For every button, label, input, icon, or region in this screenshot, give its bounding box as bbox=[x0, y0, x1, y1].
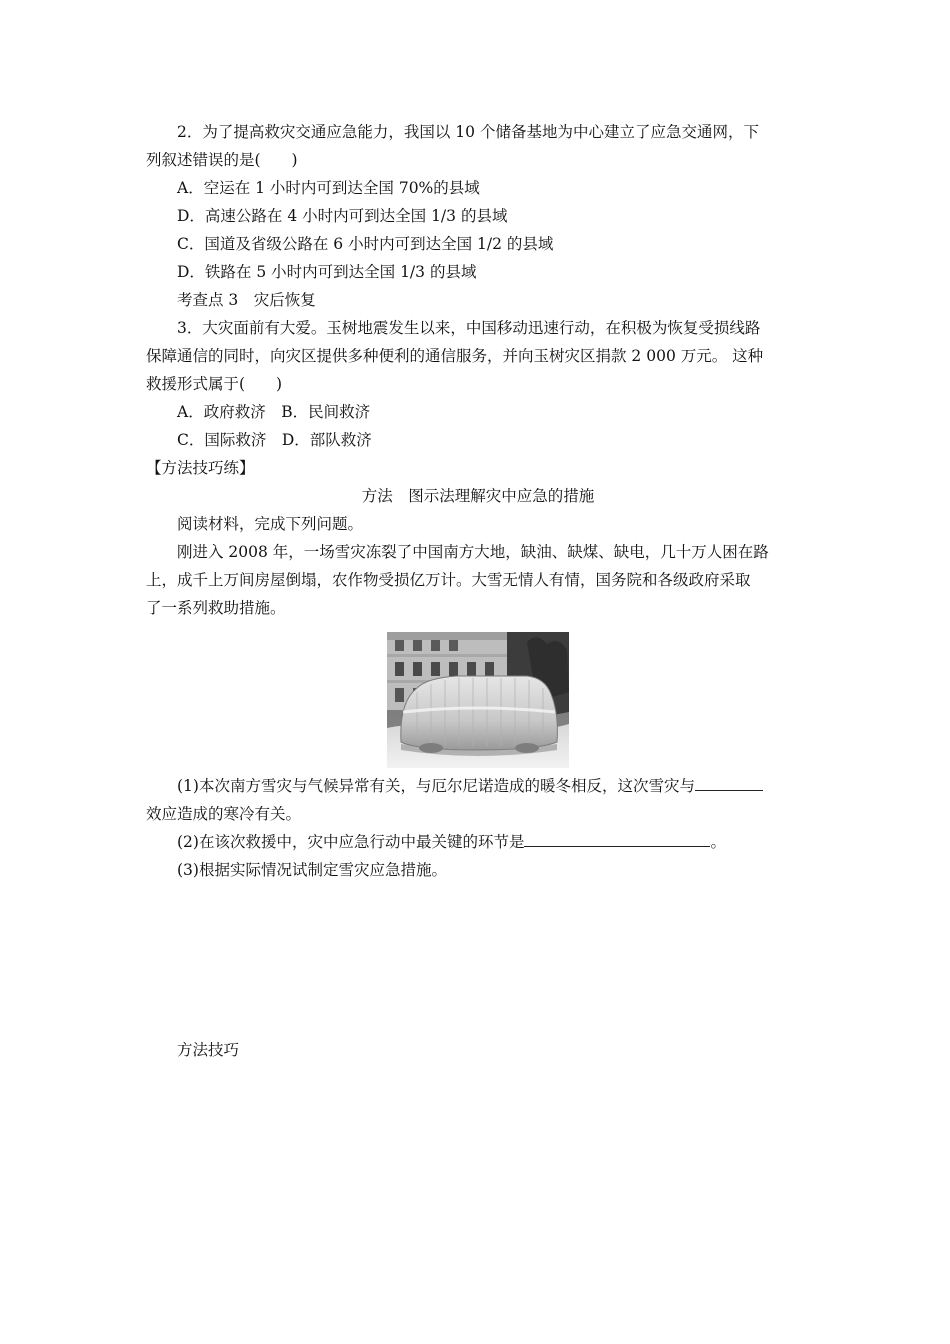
q3-options-row2: C．国际救济 D．部队救济 bbox=[177, 431, 372, 449]
frozen-car-photo bbox=[387, 632, 569, 768]
subq2-text-part1: (2)在该次救援中，灾中应急行动中最关键的环节是 bbox=[177, 833, 525, 851]
q2-option-d: D．铁路在 5 小时内可到达全国 1/3 的县域 bbox=[177, 263, 477, 281]
reading-intro: 阅读材料，完成下列问题。 bbox=[177, 515, 364, 533]
q2-stem-line1: 2．为了提高救灾交通应急能力，我国以 10 个储备基地为中心建立了应急交通网，下 bbox=[177, 123, 759, 141]
method-title: 方法 图示法理解灾中应急的措施 bbox=[361, 487, 595, 505]
reading-para-line1: 刚进入 2008 年，一场雪灾冻裂了中国南方大地，缺油、缺煤、缺电，几十万人困在路 bbox=[177, 543, 769, 561]
section-header: 【方法技巧练】 bbox=[146, 459, 255, 477]
q3-stem-line3: 救援形式属于( ) bbox=[146, 375, 283, 393]
subq1-answer-blank[interactable] bbox=[695, 772, 763, 791]
subq1-text-part1: (1)本次南方雪灾与气候异常有关，与厄尔尼诺造成的暖冬相反，这次雪灾与 bbox=[177, 777, 695, 795]
subq2-text-part2: 。 bbox=[710, 833, 726, 851]
q2-option-b: D．高速公路在 4 小时内可到达全国 1/3 的县域 bbox=[177, 207, 508, 225]
subq1-line1 bbox=[146, 772, 810, 800]
section-kaochadian-3: 考查点 3 灾后恢复 bbox=[177, 291, 316, 309]
q3-stem-line1: 3．大灾面前有大爱。玉树地震发生以来，中国移动迅速行动，在积极为恢复受损线路 bbox=[177, 319, 761, 337]
subq3-text: (3)根据实际情况试制定雪灾应急措施。 bbox=[177, 861, 447, 879]
answer-space bbox=[146, 884, 810, 1036]
q2-option-a: A．空运在 1 小时内可到达全国 70%的县域 bbox=[177, 179, 480, 197]
q2-option-c: C．国道及省级公路在 6 小时内可到达全国 1/2 的县域 bbox=[177, 235, 554, 253]
reading-para-line2: 上，成千上万间房屋倒塌，农作物受损亿万计。大雪无情人有情，国务院和各级政府采取 bbox=[146, 571, 751, 589]
q3-options-row1: A．政府救济 B．民间救济 bbox=[177, 403, 371, 421]
document-content bbox=[146, 118, 810, 1064]
reading-para-line3: 了一系列救助措施。 bbox=[146, 599, 286, 617]
subq1-text-part2: 效应造成的寒冷有关。 bbox=[146, 805, 302, 823]
subq2-answer-blank[interactable] bbox=[524, 828, 710, 847]
subq2-line bbox=[146, 828, 810, 856]
q3-stem-line2: 保障通信的同时，向灾区提供多种便利的通信服务，并向玉树灾区捐款 2 000 万元。 这种 bbox=[146, 347, 764, 365]
q2-stem-line2: 列叙述错误的是( ) bbox=[146, 151, 298, 169]
footer-label: 方法技巧 bbox=[177, 1041, 240, 1059]
